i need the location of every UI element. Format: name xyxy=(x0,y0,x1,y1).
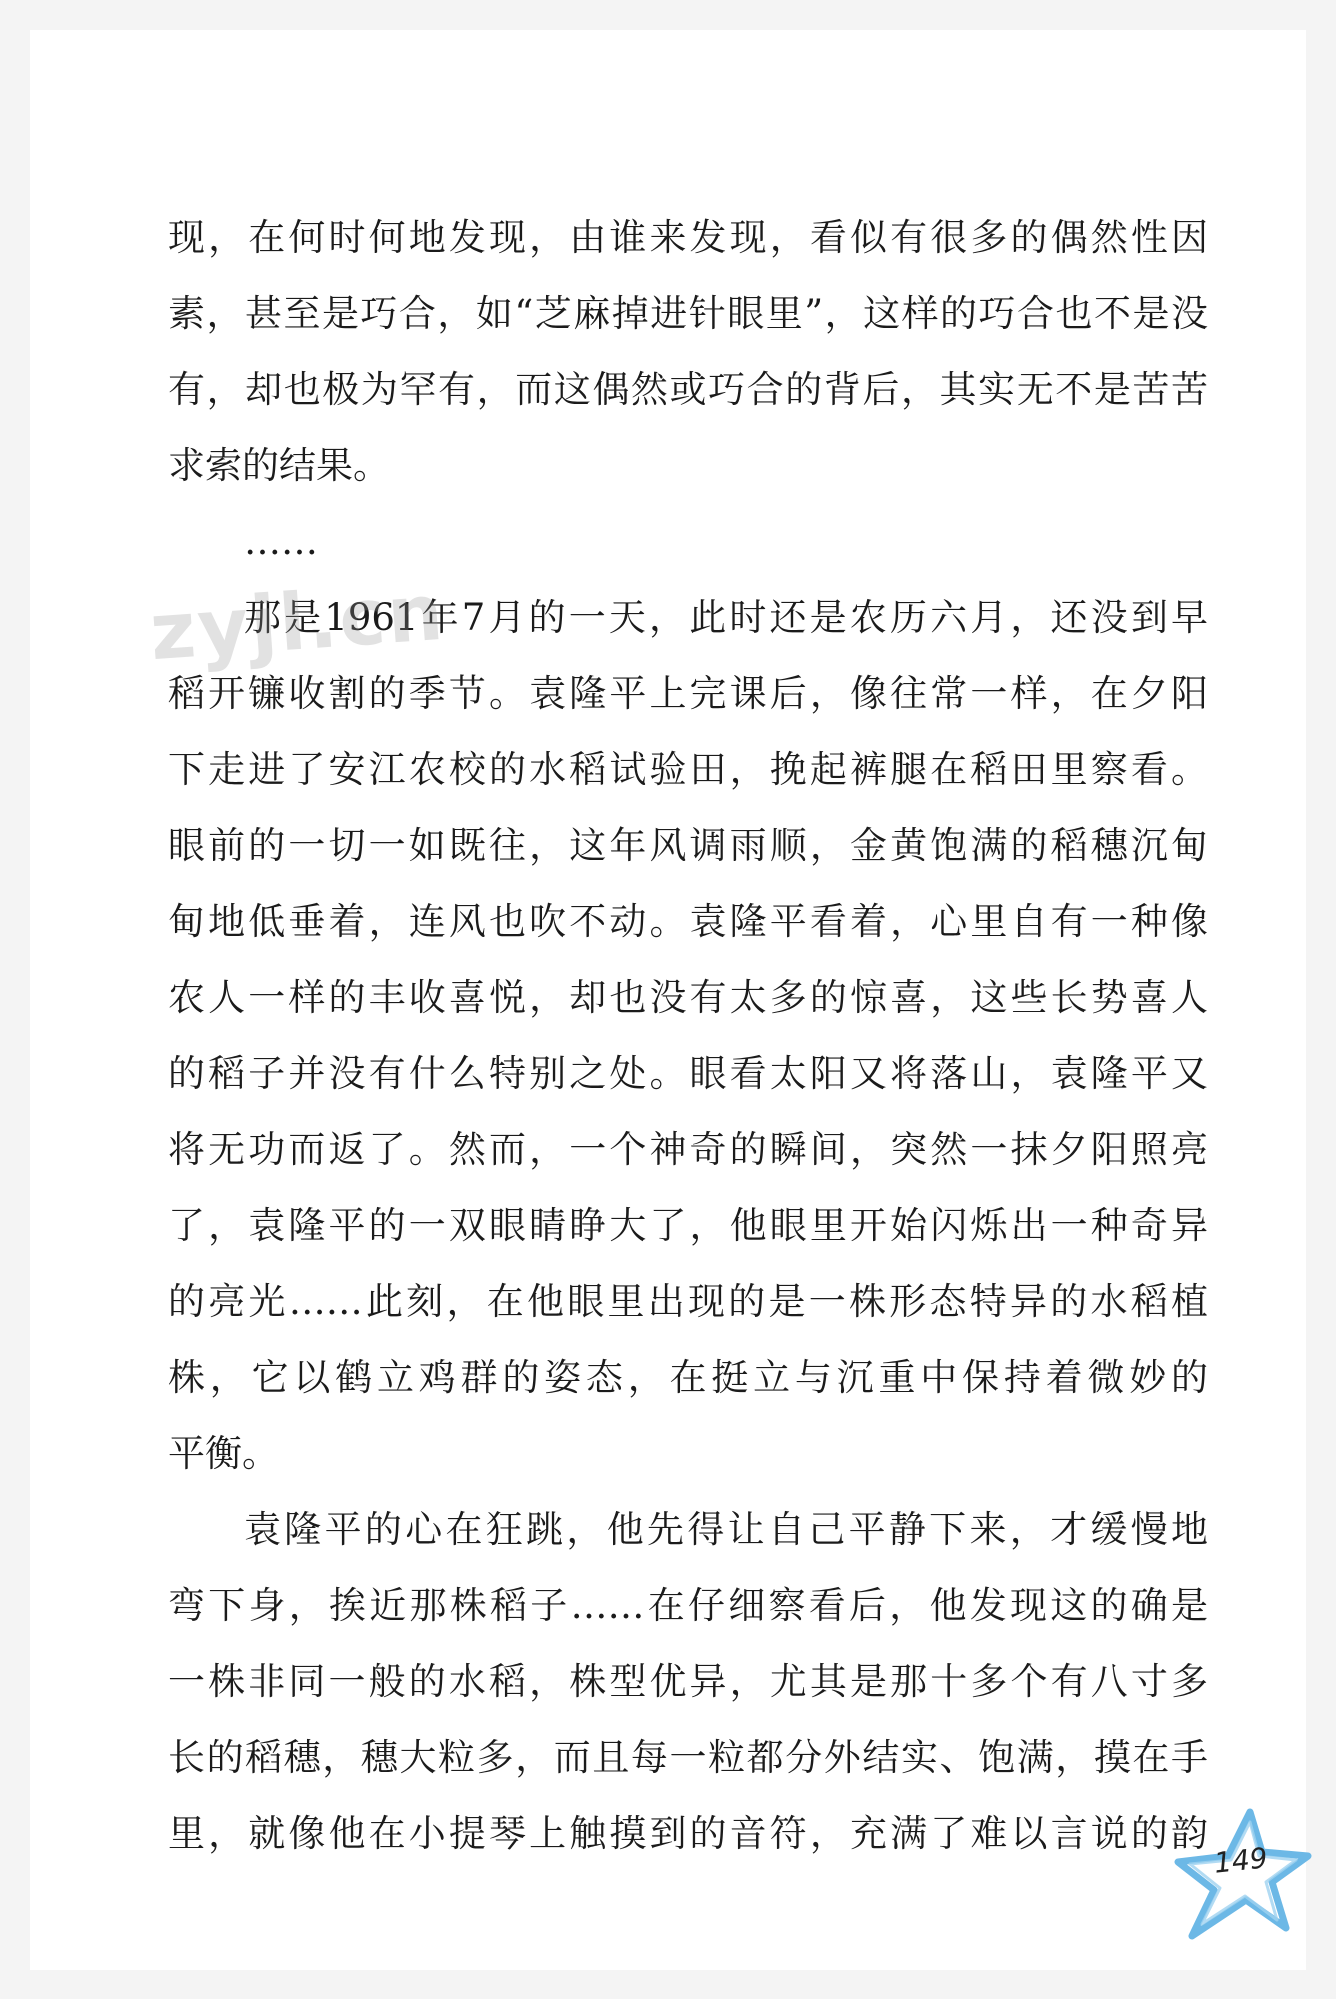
text-line: 弯下身，挨近那株稻子……在仔细察看后，他发现这的确是 xyxy=(168,1584,1208,1627)
text-line: 里，就像他在小提琴上触摸到的音符，充满了难以言说的韵 xyxy=(168,1812,1208,1855)
text-line: 甸地低垂着，连风也吹不动。袁隆平看着，心里自有一种像 xyxy=(168,900,1208,943)
text-line: 平衡。 xyxy=(168,1432,279,1475)
text-line: 长的稻穗，穗大粒多，而且每一粒都分外结实、饱满，摸在手 xyxy=(168,1736,1208,1779)
text-line: 的亮光……此刻，在他眼里出现的是一株形态特异的水稻植 xyxy=(168,1280,1208,1323)
text-line: 了，袁隆平的一双眼睛睁大了，他眼里开始闪烁出一种奇异 xyxy=(168,1204,1208,1247)
text-line: 一株非同一般的水稻，株型优异，尤其是那十多个有八寸多 xyxy=(168,1660,1208,1703)
text-line: 将无功而返了。然而，一个神奇的瞬间，突然一抹夕阳照亮 xyxy=(168,1128,1208,1171)
text-line: 眼前的一切一如既往，这年风调雨顺，金黄饱满的稻穗沉甸 xyxy=(168,824,1208,867)
ellipsis-line: …… xyxy=(244,520,318,563)
watermark: zyjl.cn xyxy=(147,567,448,679)
text-line: 农人一样的丰收喜悦，却也没有太多的惊喜，这些长势喜人 xyxy=(168,976,1208,1019)
page-number-badge xyxy=(1168,1800,1318,1950)
text-line: 下走进了安江农校的水稻试验田，挽起裤腿在稻田里察看。 xyxy=(168,748,1208,791)
text-line: 株，它以鹤立鸡群的姿态，在挺立与沉重中保持着微妙的 xyxy=(168,1356,1208,1399)
body-text xyxy=(168,200,1208,1872)
book-page xyxy=(30,30,1306,1970)
text-line: 素，甚至是巧合，如“芝麻掉进针眼里”，这样的巧合也不是没 xyxy=(168,292,1208,335)
text-line: 现，在何时何地发现，由谁来发现，看似有很多的偶然性因 xyxy=(168,216,1208,259)
text-line: 有，却也极为罕有，而这偶然或巧合的背后，其实无不是苦苦 xyxy=(168,368,1208,411)
text-line: 求索的结果。 xyxy=(168,444,390,487)
text-line: 袁隆平的心在狂跳，他先得让自己平静下来，才缓慢地 xyxy=(244,1508,1208,1551)
text-line: 那是1961年7月的一天，此时还是农历六月，还没到早 xyxy=(244,596,1208,639)
page-number: 149 xyxy=(1212,1841,1270,1880)
text-line: 的稻子并没有什么特别之处。眼看太阳又将落山，袁隆平又 xyxy=(168,1052,1208,1095)
text-line: 稻开镰收割的季节。袁隆平上完课后，像往常一样，在夕阳 xyxy=(168,672,1208,715)
